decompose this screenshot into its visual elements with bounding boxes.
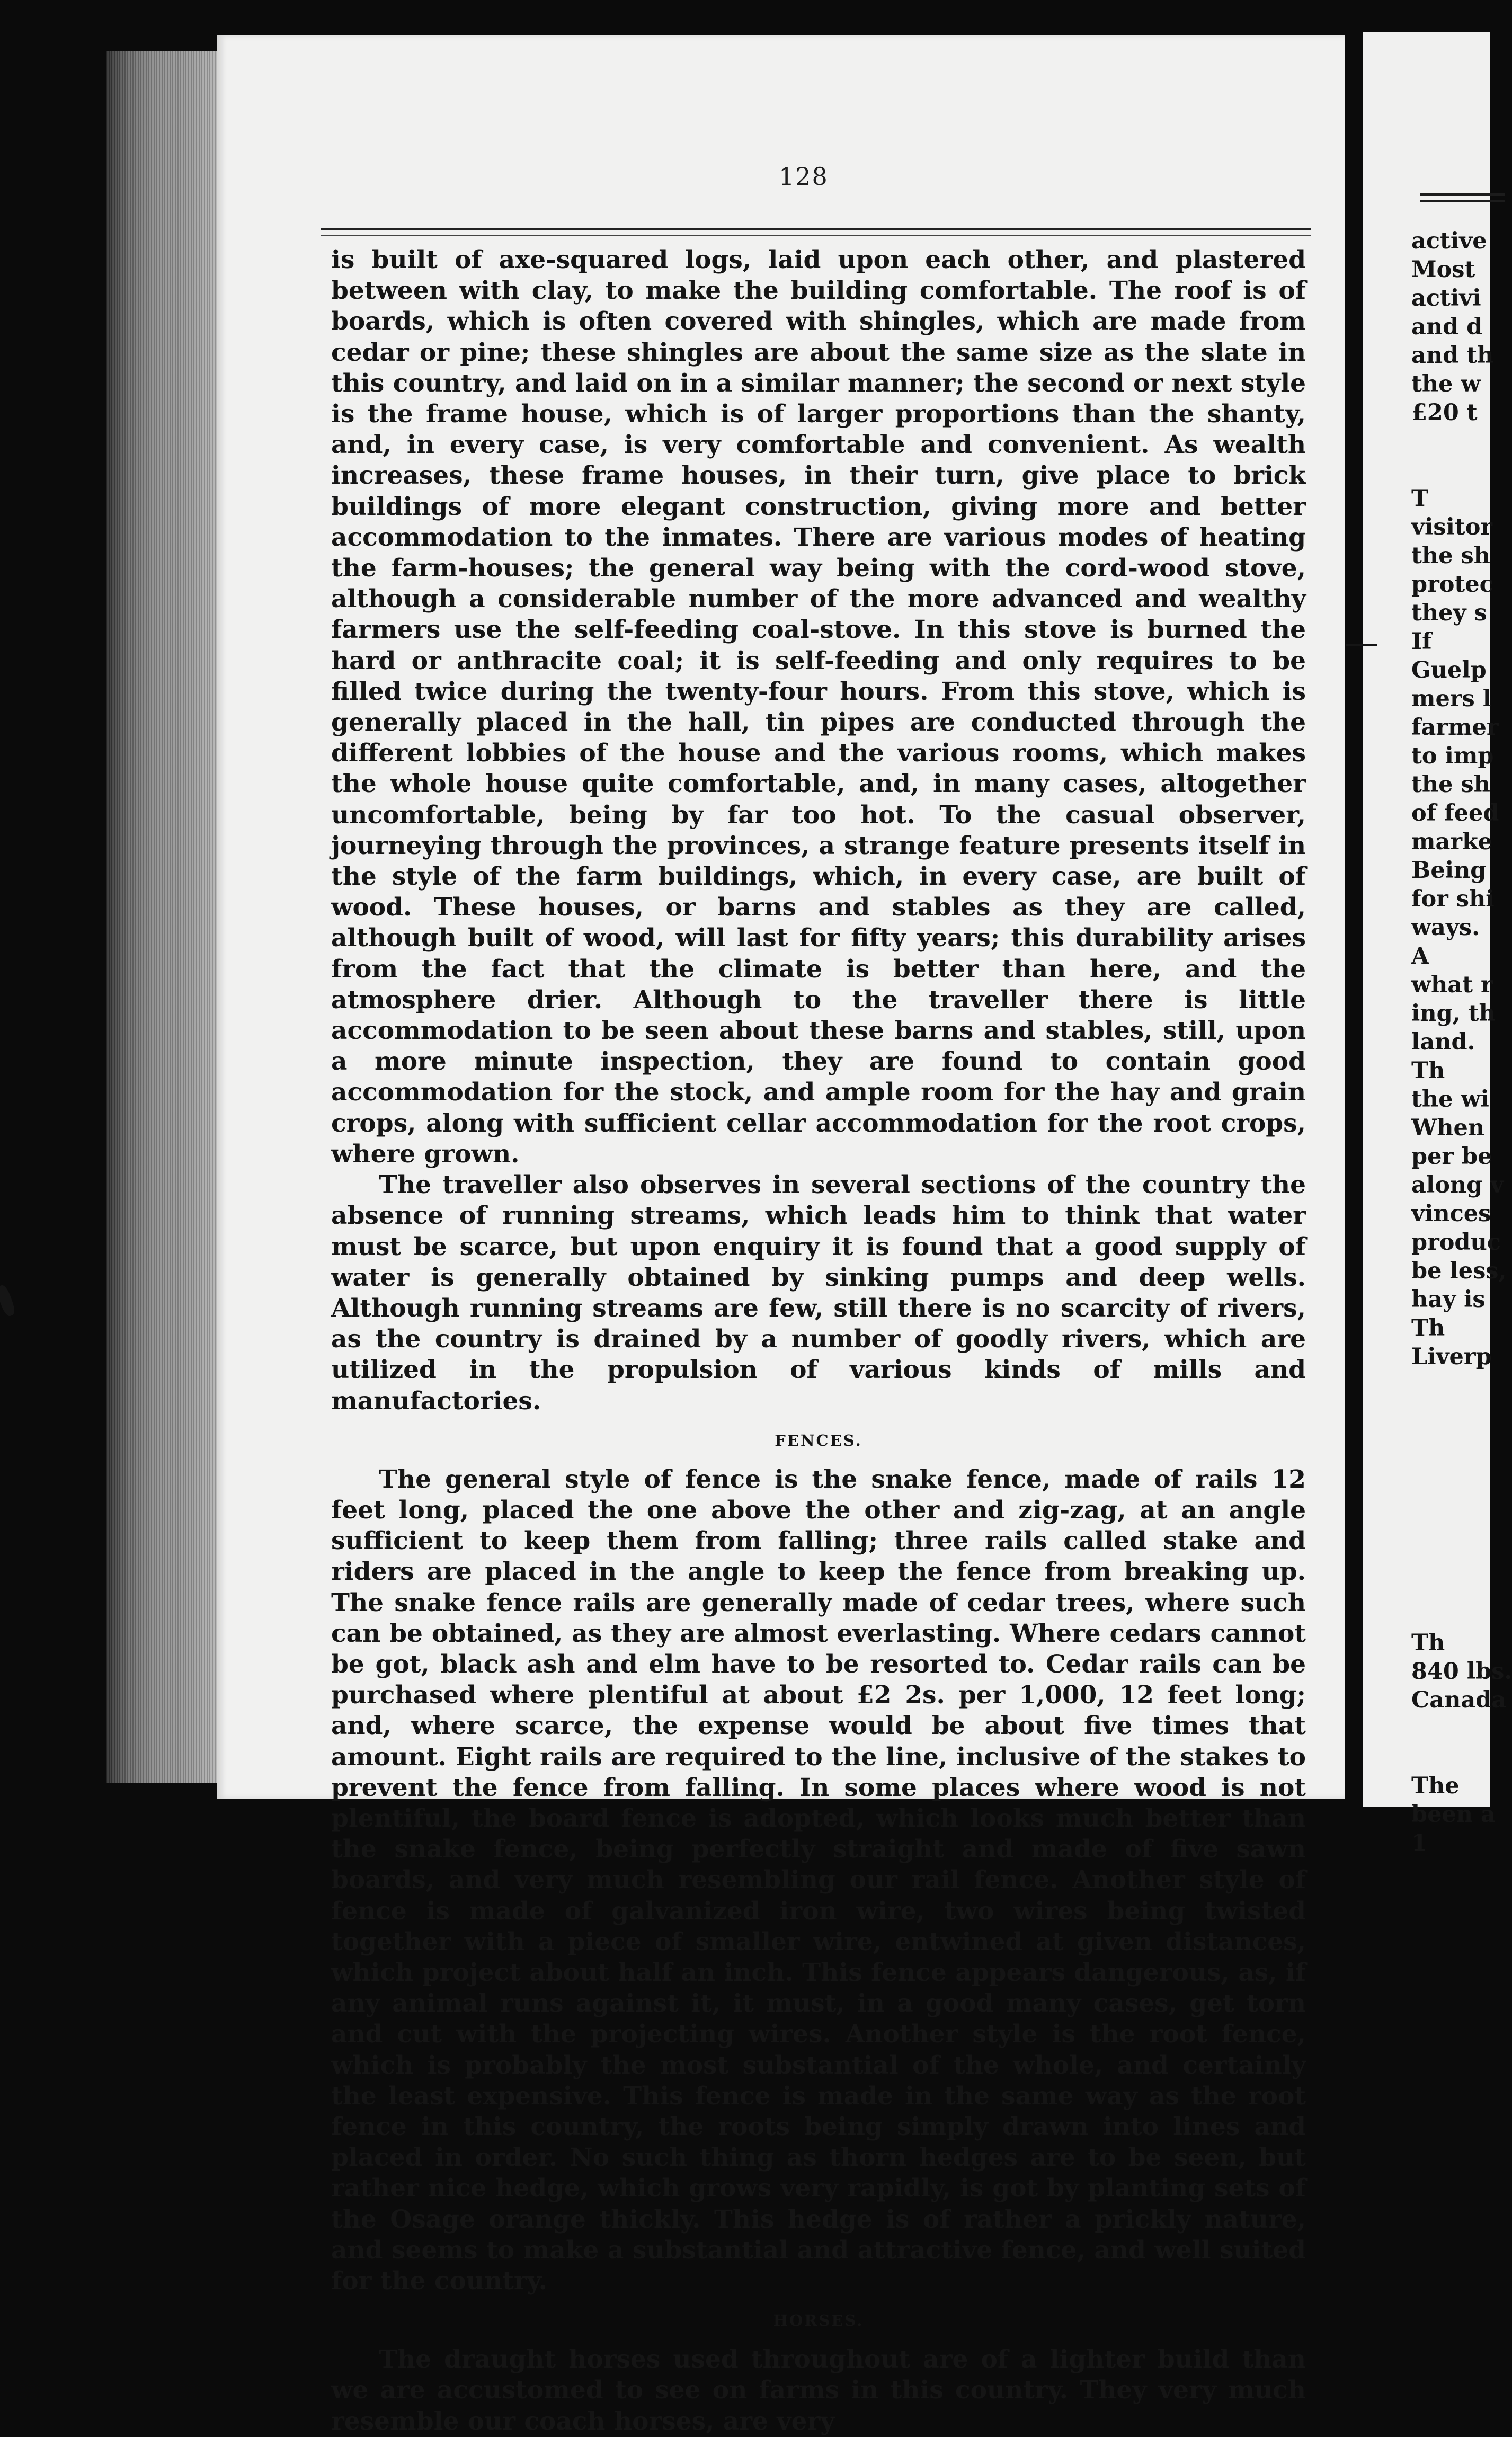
- right-page-fragment: activi: [1411, 285, 1481, 312]
- right-page-rule-bottom: [1420, 200, 1505, 202]
- paragraph-water-supply: The traveller also observes in several sections of the country the absence of running streams, which leads him to think that water must be scarce, but upon enquiry it is found that a good supply of water is generally obtained by sinking pumps and deep wells. Although running streams are few, still there is no scarcity of rivers, as the country is drained by a number of goodly rivers, which are utilized in the propulsion of various kinds of mills and manufactories.: [331, 1170, 1306, 1416]
- right-page-fragment: be less,: [1411, 1258, 1507, 1284]
- right-page-fragment: Canada: [1411, 1687, 1507, 1713]
- right-page-fragment: [1411, 1514, 1496, 1543]
- right-page-fragment: the sh: [1411, 771, 1490, 798]
- right-page-fragment: the sh: [1411, 542, 1490, 569]
- right-page-fragment: When: [1411, 1115, 1485, 1141]
- right-page-fragment: [1411, 1400, 1496, 1428]
- right-page-fragment: for shi: [1411, 886, 1495, 912]
- horses-heading: HORSES.: [773, 2311, 864, 2330]
- right-page-fragment: £20 t: [1411, 399, 1478, 426]
- right-page-fragment: Being: [1411, 857, 1487, 884]
- right-page-fragment: visitor: [1411, 514, 1493, 540]
- paragraph-fences: The general style of fence is the snake fence, made of rails 12 feet long, placed the one above the other and zig-zag, at an angle sufficient to keep them from falling; three rails called stake and riders are placed in the angle to keep the fence from breaking up. The snake fence rails are generally made of cedar trees, where such can be obtained, as they are almost everlasting. Where cedars cannot be got, black ash and elm have to be resorted to. Cedar rails can be purchased where plentiful at about £2 2s. per 1,000, 12 feet long; and, where scarce, the expense would be about five times that amount. Eight rails are required to the line, inclusive of the stakes to prevent the fence from falling. In some places where wood is not plentiful, the board fence is adopted, which looks much better than the snake fence, being perfectly straight and made of five sawn boards, and very much resembling our rail fence. Another style of fence is made of galvanized iron wire, two wires being twisted together with a piece of smaller wire, entwined at given distances, which project about half an inch. This fence appears dangerous, as, if any animal runs against it, it must, in a good many cases, get torn and cut with the projecting wires. Another style is the root fence, which is probably the most substantial of the whole, and certainly the least expensive. This fence is made in the same way as the root fence in this country, the roots being simply drawn into lines and placed in order. No such thing as thorn hedges are to be seen, but rather nice hedge, which grows very rapidly, is got by planting sets of the Osage orange thickly. This hedge is of rather a prickly nature, and seems to make a substantial and attractive fence, and well suited for the country.: [331, 1464, 1306, 2296]
- right-page-fragment: farmer: [1411, 714, 1499, 741]
- right-page-fragment: [1411, 1714, 1496, 1743]
- right-page-fragment: along v: [1411, 1172, 1504, 1198]
- right-page-fragment: Th: [1411, 1315, 1445, 1341]
- right-page-fragment: Th: [1411, 1630, 1445, 1656]
- right-page-fragment: hay is: [1411, 1286, 1486, 1313]
- right-page-fragment: Guelp: [1411, 657, 1487, 683]
- book-gutter: [1345, 0, 1363, 1920]
- paragraph-farm-buildings: is built of axe-squared logs, laid upon each other, and plastered between with clay, to make the building comfortable. The roof is of boards, which is often covered with shingles, which are made from cedar or pine; these shingles are about the same size as the slate in this country, and laid on in a similar manner; the second or next style is the frame house, which is of larger proportions than the shanty, and, in every case, is very comfortable and convenient. As wealth increases, these frame houses, in their turn, give place to brick buildings of more elegant construction, giving more and better accommodation to the inmates. There are various modes of heating the farm-houses; the general way being with the cord-wood stove, although a considerable number of the more advanced and wealthy farmers use the self-feeding coal-stove. In this stove is burned the hard or anthracite coal; it is self-feeding and only requires to be filled twice during the twenty-four hours. From this stove, which is generally placed in the hall, tin pipes are conducted through the different lobbies of the house and the various rooms, which makes the whole house quite comfortable, and, in many cases, altogether uncomfortable, being by far too hot. To the casual observer, journeying through the provinces, a strange feature presents itself in the style of the farm buildings, which, in every case, are built of wood. These houses, or barns and stables as they are called, although built of wood, will last for fifty years; this durability arises from the fact that the climate is better than here, and the atmosphere drier. Although to the traveller there is little accommodation to be seen about these barns and stables, still, upon a more minute inspection, they are found to contain good accommodation for the stock, and ample room for the hay and grain crops, along with sufficient cellar accommodation for the root crops, where grown.: [331, 245, 1306, 1169]
- right-page-fragment: Most: [1411, 256, 1475, 283]
- right-page-fragment: been a: [1411, 1801, 1496, 1828]
- right-page-fragment: produc: [1411, 1229, 1501, 1256]
- fences-heading: FENCES.: [775, 1431, 862, 1449]
- margin-ink-mark: [1346, 644, 1377, 646]
- right-page-fragment: per be: [1411, 1143, 1492, 1170]
- right-page-fragment: [1411, 1371, 1496, 1400]
- right-page-fragment: If: [1411, 628, 1432, 655]
- right-page-fragment: of feed: [1411, 800, 1499, 826]
- right-page-fragment: [1411, 1457, 1496, 1486]
- right-page-fragment: A: [1411, 943, 1429, 970]
- right-page-fragment: ing, th: [1411, 1000, 1496, 1027]
- right-page-fragment: [1411, 1571, 1496, 1600]
- right-page-fragment: and d: [1411, 314, 1483, 340]
- right-page-fragment: land.: [1411, 1029, 1475, 1055]
- right-page-fragment: and th: [1411, 342, 1494, 369]
- header-rule-top: [321, 228, 1311, 230]
- right-page-fragment: [1411, 1428, 1496, 1457]
- right-page-fragment: Liverp: [1411, 1344, 1492, 1370]
- right-page-fragment: [1411, 427, 1496, 456]
- right-page-fragment: marke: [1411, 829, 1493, 855]
- right-page-fragment: [1411, 456, 1496, 484]
- right-page-rule-top: [1420, 193, 1505, 196]
- right-page-edge: [1363, 32, 1512, 1856]
- right-page-fragment: The: [1411, 1773, 1460, 1799]
- right-page-fragment: Th: [1411, 1057, 1445, 1084]
- right-page-fragment: T: [1411, 485, 1428, 512]
- right-page-fragment: [1411, 1600, 1496, 1629]
- right-page-fragment: ways.: [1411, 914, 1480, 941]
- right-page-fragment: protec: [1411, 571, 1493, 598]
- right-page-fragment: [1411, 1486, 1496, 1514]
- page-number: 128: [779, 162, 829, 191]
- margin-ink-mark: [0, 1284, 17, 1318]
- paragraph-horses: The draught horses used throughout are of a lighter build than we are accustomed to see on farms in this country. They very much resemble our coach horses, are very: [331, 2345, 1306, 2436]
- right-page-fragment: mers l: [1411, 686, 1492, 712]
- book-page-edges: [106, 51, 228, 1783]
- right-page-fragment: [1411, 1743, 1496, 1772]
- right-page-fragment: 1: [1411, 1830, 1427, 1856]
- right-page-fragment: [1411, 1543, 1496, 1571]
- right-page-fragment: what r: [1411, 972, 1493, 998]
- right-page-fragment: active: [1411, 228, 1487, 254]
- right-page-fragment: they s: [1411, 600, 1487, 626]
- right-page-fragment: to imp: [1411, 743, 1494, 769]
- right-page-fragment: the wi: [1411, 1086, 1489, 1113]
- right-page-fragment: the w: [1411, 371, 1481, 397]
- right-page-fragment: vinces: [1411, 1200, 1491, 1227]
- right-page-fragment: 840 lbs.: [1411, 1658, 1512, 1685]
- page-body: [331, 245, 1306, 2437]
- header-rule-bottom: [321, 235, 1311, 236]
- right-page-text-fragments: [1411, 227, 1512, 1857]
